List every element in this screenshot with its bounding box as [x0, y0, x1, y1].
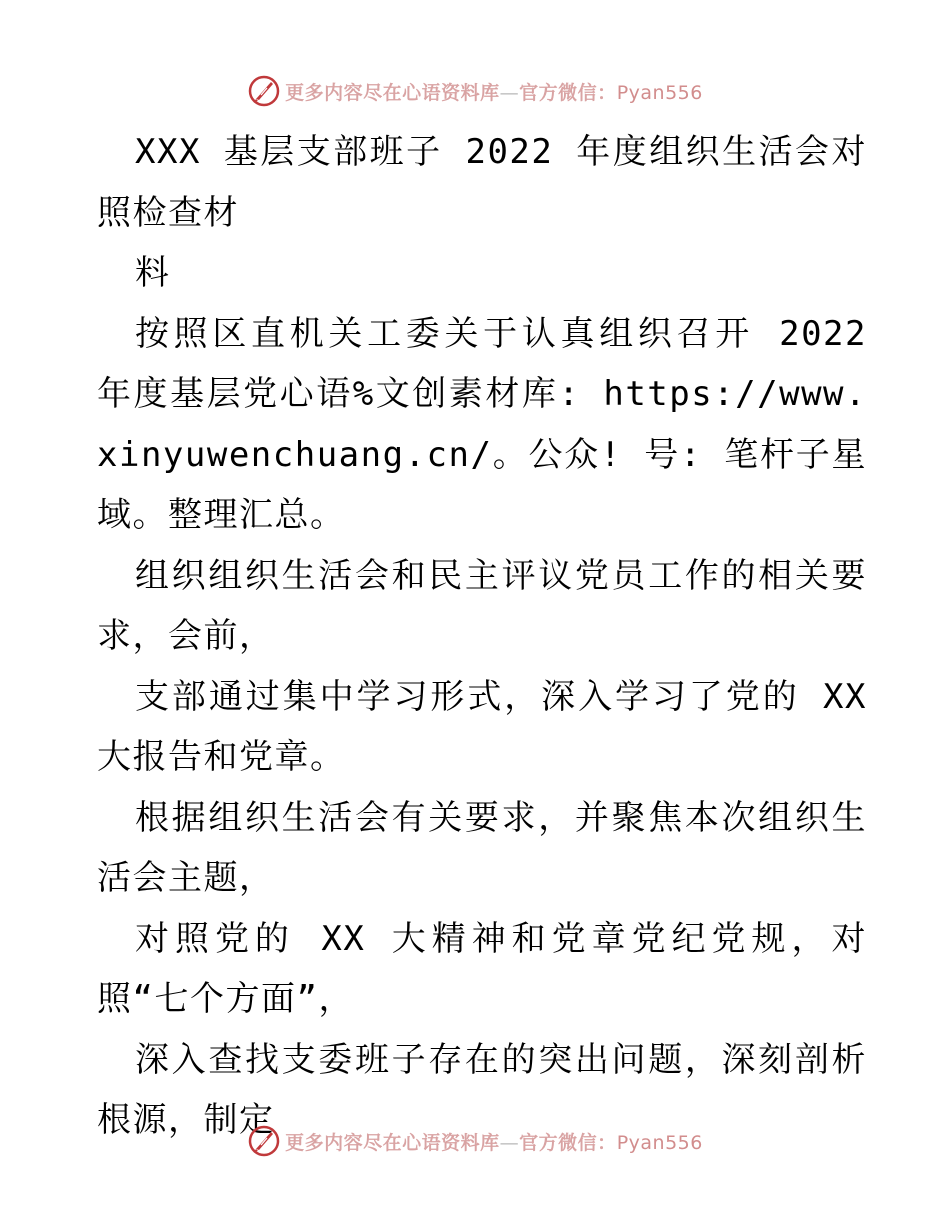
banner-wechat-label: 官方微信： — [519, 81, 617, 104]
banner-text — [285, 1128, 703, 1155]
paragraph-title-cont: 料 — [135, 253, 171, 293]
paragraph: 组织组织生活会和民主评议党员工作的相关要求，会前， — [97, 555, 867, 656]
banner-text — [285, 78, 703, 105]
paragraph: 支部通过集中学习形式，深入学习了党的 XX 大报告和党章。 — [97, 676, 867, 777]
banner-site-name: 更多内容尽在心语资料库 — [285, 81, 500, 104]
banner-separator: — — [499, 81, 520, 104]
footer-banner — [0, 1121, 950, 1161]
header-banner — [0, 71, 950, 111]
banner-wechat-id: Pyan556 — [616, 1131, 703, 1154]
paragraph: 根据组织生活会有关要求，并聚焦本次组织生活会主题， — [97, 797, 867, 898]
quill-logo-icon — [247, 74, 281, 108]
paragraph: 深入查找支委班子存在的突出问题，深刻剖析根源，制定 — [97, 1039, 867, 1140]
paragraph-title: XXX 基层支部班子 2022 年度组织生活会对照检查材 — [97, 132, 867, 233]
banner-site-name: 更多内容尽在心语资料库 — [285, 1131, 500, 1154]
document-body — [97, 122, 867, 1151]
paragraph: 对照党的 XX 大精神和党章党纪党规，对照“七个方面”， — [97, 918, 867, 1019]
banner-wechat-id: Pyan556 — [616, 81, 703, 104]
paragraph: 按照区直机关工委关于认真组织召开 2022 年度基层党心语%文创素材库: https://www.xinyuwenchuang.cn/。公众! 号: 笔杆子星域。整理汇总。 — [97, 313, 867, 535]
banner-separator: — — [499, 1131, 520, 1154]
banner-wechat-label: 官方微信： — [519, 1131, 617, 1154]
quill-logo-icon — [247, 1124, 281, 1158]
